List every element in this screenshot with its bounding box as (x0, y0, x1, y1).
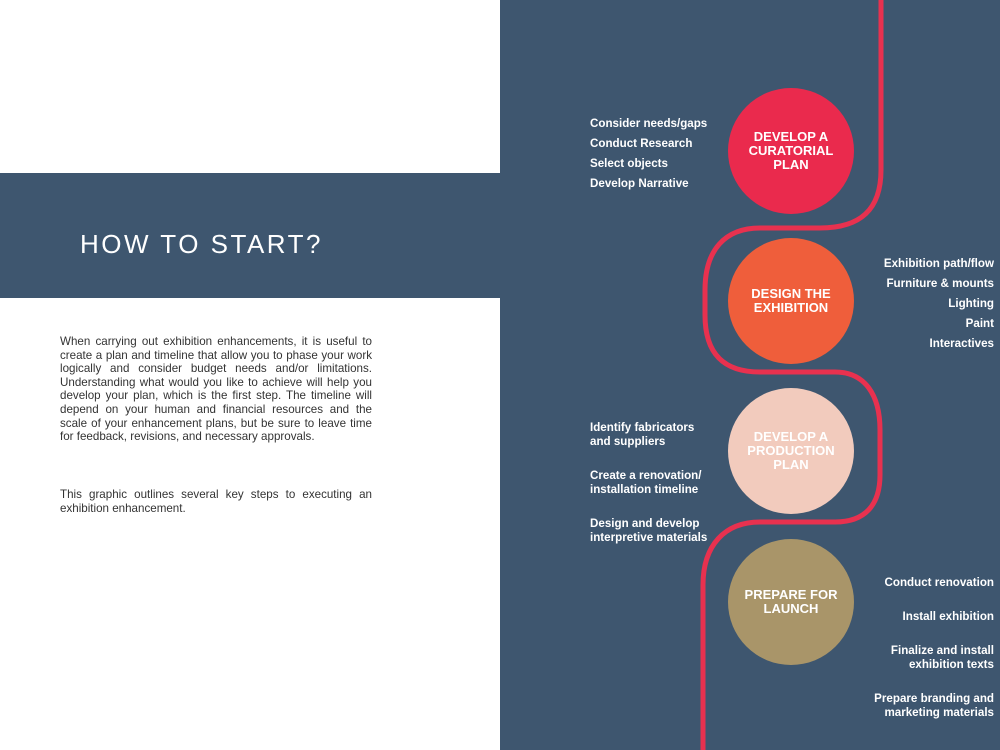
task-item: Create a renovation/ installation timeline (590, 469, 702, 496)
task-item: Identify fabricators and suppliers (590, 421, 695, 448)
task-item: Exhibition path/flow (883, 257, 994, 270)
task-item: Consider needs/gaps (590, 117, 708, 130)
step-prepare-launch-circle: PREPARE FOR LAUNCH (728, 539, 854, 665)
task-item: Develop Narrative (590, 177, 689, 190)
task-item: Furniture & mounts (886, 277, 994, 290)
task-item: Interactives (929, 337, 994, 350)
task-item: Conduct renovation (884, 576, 994, 589)
task-item: Paint (965, 317, 994, 330)
intro-paragraph: When carrying out exhibition enhancements, it is useful to create a plan and timeline that allow you to phase your work logically and consider budget needs and/or limitations. Understanding what would you like to achieve will help you develop your plan, which is the first step. The timeline will depend on your human and financial resources and the scale of your enhancement plans, but be sure to leave time for feedback, revisions, and necessary approvals. (60, 335, 372, 444)
step-design-exhibition-circle: DESIGN THE EXHIBITION (728, 238, 854, 364)
step-production-plan-circle: DEVELOP A PRODUCTION PLAN (728, 388, 854, 514)
step-curatorial-plan-tasks (590, 117, 707, 197)
page-title: HOW TO START? (80, 229, 323, 259)
task-item: Install exhibition (902, 610, 994, 623)
step-design-exhibition-tasks (884, 257, 994, 357)
step-prepare-launch-tasks (874, 562, 994, 740)
step-production-plan-tasks (590, 407, 707, 565)
task-item: Prepare branding and marketing materials (874, 692, 994, 719)
task-item: Finalize and install exhibition texts (890, 644, 994, 671)
task-item: Lighting (948, 297, 994, 310)
step-curatorial-plan-circle: DEVELOP A CURATORIAL PLAN (728, 88, 854, 214)
summary-paragraph: This graphic outlines several key steps to executing an exhibition enhancement. (60, 488, 372, 515)
task-item: Design and develop interpretive materials (590, 517, 708, 544)
task-item: Select objects (590, 157, 668, 170)
task-item: Conduct Research (590, 137, 693, 150)
